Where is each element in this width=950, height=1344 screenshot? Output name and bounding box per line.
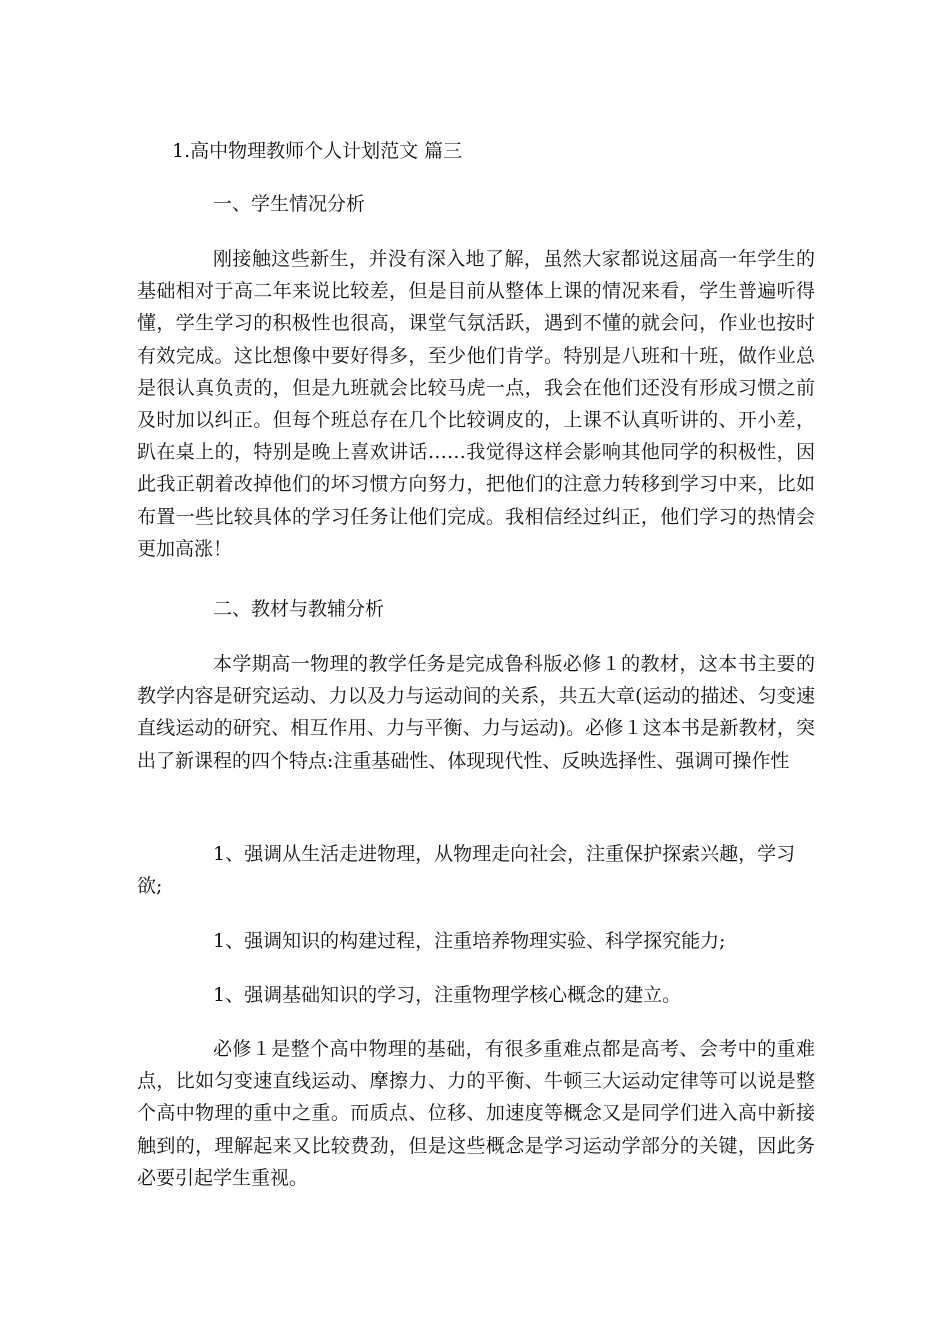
section1-paragraph: 刚接触这些新生，并没有深入地了解，虽然大家都说这届高一年学生的基础相对于高二年来说比较差，但是目前从整体上课的情况来看，学生普遍听得懂，学生学习的积极性也很高，课堂气氛活跃，遇到不懂的就会问，作业也按时有效完成。这比想像中要好得多，至少他们肯学。特别是八班和十班，做作业总是很认真负责的，但是九班就会比较马虎一点，我会在他们还没有形成习惯之前及时加以纠正。但每个班总存在几个比较调皮的，上课不认真听讲的、开小差，趴在桌上的，特别是晚上喜欢讲话……我觉得这样会影响其他同学的积极性，因此我正朝着改掉他们的坏习惯方向努力，把他们的注意力转移到学习中来，比如布置一些比较具体的学习任务让他们完成。我相信经过纠正，他们学习的热情会更加高涨！: [137, 248, 815, 560]
section2-paragraph: 本学期高一物理的教学任务是完成鲁科版必修１的教材，这本书主要的教学内容是研究运动、力以及力与运动间的关系，共五大章(运动的描述、匀变速直线运动的研究、相互作用、力与平衡、力与运动)。必修１这本书是新教材，突出了新课程的四个特点:注重基础性、体现现代性、反映选择性、强调可操作性: [137, 653, 815, 772]
list-item: 1、强调从生活走进物理，从物理走向社会，注重保护探索兴趣，学习欲;: [137, 843, 796, 898]
document-title: 1.高中物理教师个人计划范文 篇三: [172, 140, 463, 162]
list-item: 1、强调基础知识的学习，注重物理学核心概念的建立。: [213, 984, 682, 1006]
section1-heading: 一、学生情况分析: [213, 193, 366, 215]
list-item: 1、强调知识的构建过程，注重培养物理实验、科学探究能力;: [213, 930, 726, 952]
section2-closing-paragraph: 必修１是整个高中物理的基础，有很多重难点都是高考、会考中的重难点，比如匀变速直线运动、摩擦力、力的平衡、牛顿三大运动定律等可以说是整个高中物理的重中之重。而质点、位移、加速度等概念又是同学们进入高中新接触到的，理解起来又比较费劲，但是这些概念是学习运动学部分的关键，因此务必要引起学生重视。: [137, 1038, 815, 1189]
section2-heading: 二、教材与教辅分析: [213, 598, 385, 620]
